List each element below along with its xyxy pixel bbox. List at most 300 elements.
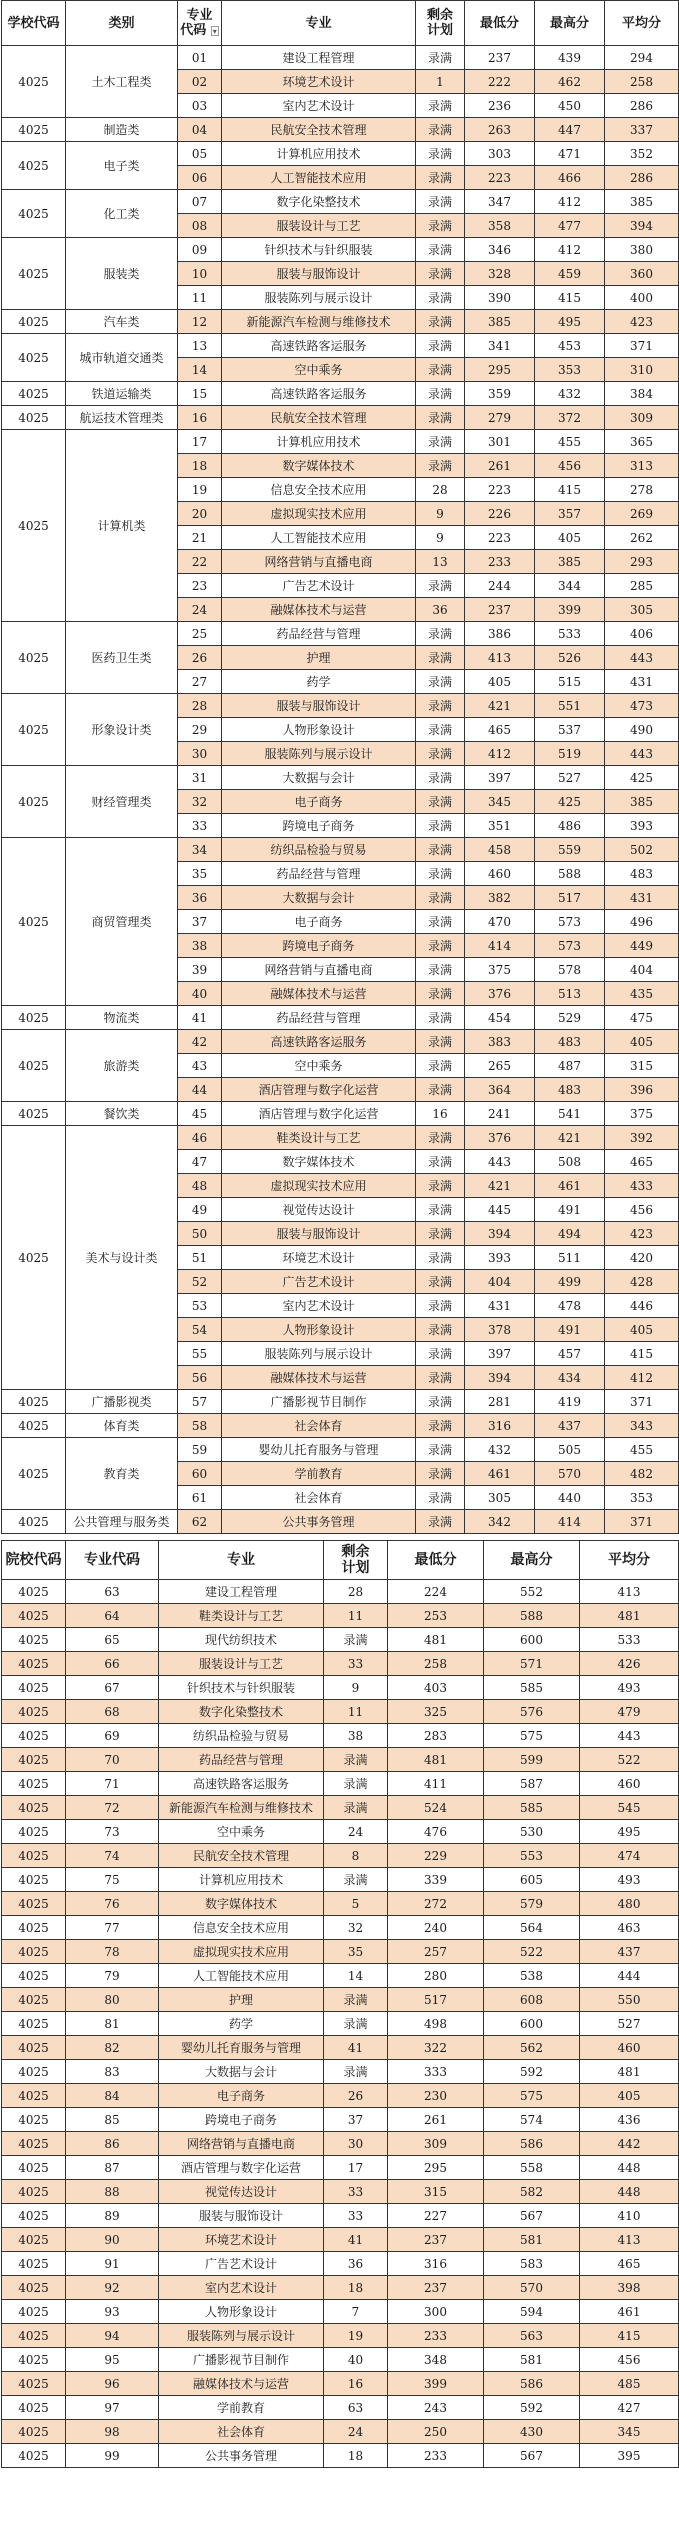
school-code-cell: 4025: [2, 2060, 66, 2084]
min-score-cell: 403: [388, 1676, 484, 1700]
max-score-cell: 573: [535, 934, 605, 958]
min-score-cell: 432: [465, 1438, 535, 1462]
major-name-cell: 药品经营与管理: [222, 622, 416, 646]
major-name-cell: 跨境电子商务: [222, 934, 416, 958]
max-score-cell: 586: [484, 2132, 580, 2156]
min-score-cell: 241: [465, 1102, 535, 1126]
major-code-cell: 93: [66, 2300, 159, 2324]
avg-score-cell: 485: [580, 2372, 679, 2396]
max-score-cell: 586: [484, 2372, 580, 2396]
min-score-cell: 351: [465, 814, 535, 838]
avg-score-cell: 522: [580, 1748, 679, 1772]
school-code-cell: 4025: [2, 1820, 66, 1844]
max-score-cell: 567: [484, 2444, 580, 2468]
category-cell: 广播影视类: [66, 1390, 178, 1414]
table-row: [2, 2276, 679, 2300]
school-code-cell: 4025: [2, 2444, 66, 2468]
avg-score-cell: 443: [580, 1724, 679, 1748]
min-score-cell: 283: [388, 1724, 484, 1748]
max-score-cell: 530: [484, 1820, 580, 1844]
remaining-plan-cell: 18: [324, 2444, 388, 2468]
major-name-cell: 虚拟现实技术应用: [222, 502, 416, 526]
avg-score-cell: 448: [580, 2156, 679, 2180]
major-name-cell: 建设工程管理: [222, 46, 416, 70]
major-code-cell: 19: [178, 478, 222, 502]
remaining-plan-cell: 录满: [416, 1342, 465, 1366]
remaining-plan-cell: 录满: [416, 982, 465, 1006]
max-score-cell: 517: [535, 886, 605, 910]
avg-score-cell: 502: [605, 838, 679, 862]
min-score-cell: 376: [465, 1126, 535, 1150]
major-name-cell: 环境艺术设计: [222, 70, 416, 94]
major-name-cell: 网络营销与直播电商: [222, 958, 416, 982]
admission-table-by-major: [1, 1540, 679, 2468]
school-code-cell: 4025: [2, 694, 66, 766]
avg-score-cell: 455: [605, 1438, 679, 1462]
avg-score-cell: 423: [605, 1222, 679, 1246]
header-major: 专业: [159, 1541, 324, 1580]
school-code-cell: 4025: [2, 1006, 66, 1030]
major-name-cell: 广告艺术设计: [222, 1270, 416, 1294]
table-row: [2, 2396, 679, 2420]
major-code-cell: 89: [66, 2204, 159, 2228]
avg-score-cell: 392: [605, 1126, 679, 1150]
avg-score-cell: 365: [605, 430, 679, 454]
table-row: [2, 1510, 679, 1534]
school-code-cell: 4025: [2, 118, 66, 142]
table-row: [2, 1438, 679, 1462]
category-cell: 公共管理与服务类: [66, 1510, 178, 1534]
school-code-cell: 4025: [2, 2036, 66, 2060]
max-score-cell: 478: [535, 1294, 605, 1318]
major-code-cell: 11: [178, 286, 222, 310]
table-row: [2, 2204, 679, 2228]
avg-score-cell: 474: [580, 1844, 679, 1868]
table-row: [2, 1126, 679, 1150]
max-score-cell: 605: [484, 1868, 580, 1892]
major-name-cell: 服装陈列与展示设计: [222, 286, 416, 310]
category-cell: 化工类: [66, 190, 178, 238]
remaining-plan-cell: 11: [324, 1700, 388, 1724]
min-score-cell: 498: [388, 2012, 484, 2036]
avg-score-cell: 415: [605, 1342, 679, 1366]
table-row: [2, 1724, 679, 1748]
min-score-cell: 233: [388, 2444, 484, 2468]
major-name-cell: 婴幼儿托育服务与管理: [222, 1438, 416, 1462]
table-row: [2, 1390, 679, 1414]
max-score-cell: 576: [484, 1700, 580, 1724]
max-score-cell: 483: [535, 1030, 605, 1054]
major-code-cell: 68: [66, 1700, 159, 1724]
min-score-cell: 295: [465, 358, 535, 382]
max-score-cell: 600: [484, 1628, 580, 1652]
remaining-plan-cell: 36: [416, 598, 465, 622]
table-row: [2, 2228, 679, 2252]
min-score-cell: 476: [388, 1820, 484, 1844]
remaining-plan-cell: 录满: [416, 1462, 465, 1486]
avg-score-cell: 286: [605, 166, 679, 190]
avg-score-cell: 433: [605, 1174, 679, 1198]
header-major-code-label: 专业 代码: [180, 8, 213, 38]
school-code-cell: 4025: [2, 622, 66, 694]
remaining-plan-cell: 录满: [416, 1366, 465, 1390]
avg-score-cell: 431: [605, 886, 679, 910]
min-score-cell: 224: [388, 1580, 484, 1604]
major-code-cell: 20: [178, 502, 222, 526]
major-code-cell: 90: [66, 2228, 159, 2252]
avg-score-cell: 475: [605, 1006, 679, 1030]
school-code-cell: 4025: [2, 2156, 66, 2180]
school-code-cell: 4025: [2, 1126, 66, 1390]
major-name-cell: 视觉传达设计: [159, 2180, 324, 2204]
min-score-cell: 382: [465, 886, 535, 910]
avg-score-cell: 481: [580, 2060, 679, 2084]
major-code-cell: 57: [178, 1390, 222, 1414]
major-name-cell: 婴幼儿托育服务与管理: [159, 2036, 324, 2060]
category-cell: 美术与设计类: [66, 1126, 178, 1390]
avg-score-cell: 456: [605, 1198, 679, 1222]
avg-score-cell: 262: [605, 526, 679, 550]
school-code-cell: 4025: [2, 190, 66, 238]
major-code-cell: 23: [178, 574, 222, 598]
min-score-cell: 301: [465, 430, 535, 454]
min-score-cell: 263: [465, 118, 535, 142]
remaining-plan-cell: 19: [324, 2324, 388, 2348]
avg-score-cell: 385: [605, 190, 679, 214]
max-score-cell: 581: [484, 2228, 580, 2252]
min-score-cell: 244: [465, 574, 535, 598]
school-code-cell: 4025: [2, 2324, 66, 2348]
major-code-cell: 38: [178, 934, 222, 958]
remaining-plan-cell: 录满: [416, 238, 465, 262]
min-score-cell: 394: [465, 1366, 535, 1390]
remaining-plan-cell: 14: [324, 1964, 388, 1988]
max-score-cell: 412: [535, 238, 605, 262]
remaining-plan-cell: 37: [324, 2108, 388, 2132]
header-major: 专业: [222, 1, 416, 46]
min-score-cell: 412: [465, 742, 535, 766]
major-code-cell: 86: [66, 2132, 159, 2156]
major-code-cell: 25: [178, 622, 222, 646]
remaining-plan-cell: 5: [324, 1892, 388, 1916]
remaining-plan-cell: 33: [324, 2180, 388, 2204]
school-code-cell: 4025: [2, 2204, 66, 2228]
major-code-cell: 18: [178, 454, 222, 478]
max-score-cell: 477: [535, 214, 605, 238]
max-score-cell: 541: [535, 1102, 605, 1126]
table-row: [2, 2156, 679, 2180]
min-score-cell: 397: [465, 766, 535, 790]
remaining-plan-cell: 11: [324, 1604, 388, 1628]
major-name-cell: 信息安全技术应用: [222, 478, 416, 502]
remaining-plan-cell: 录满: [416, 646, 465, 670]
major-name-cell: 服装与服饰设计: [159, 2204, 324, 2228]
min-score-cell: 280: [388, 1964, 484, 1988]
max-score-cell: 592: [484, 2060, 580, 2084]
major-name-cell: 服装陈列与展示设计: [222, 1342, 416, 1366]
table-row: [2, 2444, 679, 2468]
avg-score-cell: 405: [580, 2084, 679, 2108]
major-code-cell: 22: [178, 550, 222, 574]
major-code-cell: 59: [178, 1438, 222, 1462]
avg-score-cell: 395: [580, 2444, 679, 2468]
major-code-cell: 03: [178, 94, 222, 118]
remaining-plan-cell: 录满: [416, 766, 465, 790]
remaining-plan-cell: 17: [324, 2156, 388, 2180]
min-score-cell: 413: [465, 646, 535, 670]
table-row: [2, 2012, 679, 2036]
school-code-cell: 4025: [2, 2420, 66, 2444]
table-row: [2, 1102, 679, 1126]
major-code-cell: 49: [178, 1198, 222, 1222]
major-name-cell: 数字媒体技术: [159, 1892, 324, 1916]
major-code-cell: 98: [66, 2420, 159, 2444]
avg-score-cell: 443: [605, 742, 679, 766]
major-name-cell: 服装陈列与展示设计: [222, 742, 416, 766]
avg-score-cell: 371: [605, 1510, 679, 1534]
avg-score-cell: 423: [605, 310, 679, 334]
school-code-cell: 4025: [2, 1102, 66, 1126]
table1-header-row: [2, 1, 679, 46]
major-name-cell: 高速铁路客运服务: [222, 334, 416, 358]
table-row: [2, 238, 679, 262]
min-score-cell: 481: [388, 1748, 484, 1772]
remaining-plan-cell: 录满: [324, 1628, 388, 1652]
max-score-cell: 588: [484, 1604, 580, 1628]
major-code-cell: 99: [66, 2444, 159, 2468]
remaining-plan-cell: 录满: [416, 1318, 465, 1342]
remaining-plan-cell: 1: [416, 70, 465, 94]
avg-score-cell: 286: [605, 94, 679, 118]
avg-score-cell: 337: [605, 118, 679, 142]
avg-score-cell: 527: [580, 2012, 679, 2036]
remaining-plan-cell: 录满: [416, 118, 465, 142]
avg-score-cell: 345: [580, 2420, 679, 2444]
major-code-cell: 15: [178, 382, 222, 406]
major-name-cell: 融媒体技术与运营: [222, 598, 416, 622]
avg-score-cell: 533: [580, 1628, 679, 1652]
major-code-cell: 56: [178, 1366, 222, 1390]
min-score-cell: 236: [465, 94, 535, 118]
avg-score-cell: 483: [605, 862, 679, 886]
school-code-cell: 4025: [2, 382, 66, 406]
major-code-cell: 50: [178, 1222, 222, 1246]
school-code-cell: 4025: [2, 2276, 66, 2300]
remaining-plan-cell: 录满: [416, 1270, 465, 1294]
major-code-cell: 65: [66, 1628, 159, 1652]
min-score-cell: 281: [465, 1390, 535, 1414]
avg-score-cell: 481: [580, 1604, 679, 1628]
remaining-plan-cell: 录满: [416, 166, 465, 190]
major-code-cell: 94: [66, 2324, 159, 2348]
max-score-cell: 599: [484, 1748, 580, 1772]
category-cell: 城市轨道交通类: [66, 334, 178, 382]
major-code-cell: 52: [178, 1270, 222, 1294]
max-score-cell: 559: [535, 838, 605, 862]
major-name-cell: 融媒体技术与运营: [222, 1366, 416, 1390]
major-code-cell: 53: [178, 1294, 222, 1318]
remaining-plan-cell: 录满: [416, 1030, 465, 1054]
min-score-cell: 364: [465, 1078, 535, 1102]
avg-score-cell: 493: [580, 1868, 679, 1892]
table-row: [2, 2108, 679, 2132]
header-max-score: 最高分: [535, 1, 605, 46]
table-row: [2, 1676, 679, 1700]
table-row: [2, 766, 679, 790]
category-cell: 餐饮类: [66, 1102, 178, 1126]
major-code-cell: 47: [178, 1150, 222, 1174]
table-row: [2, 334, 679, 358]
avg-score-cell: 428: [605, 1270, 679, 1294]
major-name-cell: 高速铁路客运服务: [222, 1030, 416, 1054]
major-code-cell: 76: [66, 1892, 159, 1916]
max-score-cell: 538: [484, 1964, 580, 1988]
major-code-cell: 17: [178, 430, 222, 454]
avg-score-cell: 310: [605, 358, 679, 382]
remaining-plan-cell: 9: [416, 526, 465, 550]
min-score-cell: 348: [388, 2348, 484, 2372]
major-name-cell: 针织技术与针织服装: [222, 238, 416, 262]
school-code-cell: 4025: [2, 2396, 66, 2420]
major-code-cell: 31: [178, 766, 222, 790]
max-score-cell: 511: [535, 1246, 605, 1270]
major-code-cell: 35: [178, 862, 222, 886]
remaining-plan-cell: 录满: [324, 1988, 388, 2012]
category-cell: 服装类: [66, 238, 178, 310]
min-score-cell: 230: [388, 2084, 484, 2108]
min-score-cell: 272: [388, 1892, 484, 1916]
major-name-cell: 服装陈列与展示设计: [159, 2324, 324, 2348]
major-code-cell: 78: [66, 1940, 159, 1964]
max-score-cell: 491: [535, 1198, 605, 1222]
major-name-cell: 服装与服饰设计: [222, 262, 416, 286]
school-code-cell: 4025: [2, 1604, 66, 1628]
avg-score-cell: 343: [605, 1414, 679, 1438]
table-row: [2, 1006, 679, 1030]
major-code-cell: 26: [178, 646, 222, 670]
table-row: [2, 1964, 679, 1988]
max-score-cell: 519: [535, 742, 605, 766]
max-score-cell: 562: [484, 2036, 580, 2060]
table-row: [2, 1940, 679, 1964]
school-code-cell: 4025: [2, 838, 66, 1006]
max-score-cell: 573: [535, 910, 605, 934]
major-code-cell: 63: [66, 1580, 159, 1604]
avg-score-cell: 384: [605, 382, 679, 406]
category-cell: 商贸管理类: [66, 838, 178, 1006]
avg-score-cell: 550: [580, 1988, 679, 2012]
table-row: [2, 694, 679, 718]
admission-table-by-category: [1, 0, 679, 1534]
min-score-cell: 460: [465, 862, 535, 886]
avg-score-cell: 396: [605, 1078, 679, 1102]
min-score-cell: 359: [465, 382, 535, 406]
max-score-cell: 567: [484, 2204, 580, 2228]
remaining-plan-cell: 录满: [416, 1486, 465, 1510]
remaining-plan-cell: 录满: [416, 46, 465, 70]
major-name-cell: 虚拟现实技术应用: [159, 1940, 324, 1964]
major-name-cell: 新能源汽车检测与维修技术: [159, 1796, 324, 1820]
school-code-cell: 4025: [2, 1796, 66, 1820]
max-score-cell: 432: [535, 382, 605, 406]
remaining-plan-cell: 录满: [324, 2060, 388, 2084]
min-score-cell: 445: [465, 1198, 535, 1222]
min-score-cell: 322: [388, 2036, 484, 2060]
major-name-cell: 大数据与会计: [159, 2060, 324, 2084]
max-score-cell: 575: [484, 2084, 580, 2108]
max-score-cell: 466: [535, 166, 605, 190]
min-score-cell: 295: [388, 2156, 484, 2180]
major-code-cell: 05: [178, 142, 222, 166]
remaining-plan-cell: 录满: [416, 1294, 465, 1318]
table-row: [2, 1414, 679, 1438]
min-score-cell: 404: [465, 1270, 535, 1294]
min-score-cell: 376: [465, 982, 535, 1006]
table-row: [2, 1652, 679, 1676]
remaining-plan-cell: 录满: [324, 1868, 388, 1892]
table-row: [2, 1772, 679, 1796]
max-score-cell: 414: [535, 1510, 605, 1534]
table-row: [2, 2252, 679, 2276]
remaining-plan-cell: 30: [324, 2132, 388, 2156]
major-name-cell: 融媒体技术与运营: [159, 2372, 324, 2396]
min-score-cell: 339: [388, 1868, 484, 1892]
category-cell: 航运技术管理类: [66, 406, 178, 430]
max-score-cell: 385: [535, 550, 605, 574]
major-code-cell: 66: [66, 1652, 159, 1676]
table-row: [2, 382, 679, 406]
max-score-cell: 564: [484, 1916, 580, 1940]
max-score-cell: 582: [484, 2180, 580, 2204]
min-score-cell: 454: [465, 1006, 535, 1030]
major-code-cell: 69: [66, 1724, 159, 1748]
avg-score-cell: 437: [580, 1940, 679, 1964]
table-row: [2, 1030, 679, 1054]
avg-score-cell: 465: [580, 2252, 679, 2276]
header-major-code[interactable]: [178, 1, 222, 46]
table-row: [2, 2060, 679, 2084]
filter-dropdown-icon[interactable]: ▾: [212, 25, 217, 36]
min-score-cell: 414: [465, 934, 535, 958]
remaining-plan-cell: 录满: [416, 886, 465, 910]
school-code-cell: 4025: [2, 1628, 66, 1652]
remaining-plan-cell: 9: [416, 502, 465, 526]
major-name-cell: 服装设计与工艺: [159, 1652, 324, 1676]
major-name-cell: 数字化染整技术: [222, 190, 416, 214]
school-code-cell: 4025: [2, 2252, 66, 2276]
max-score-cell: 353: [535, 358, 605, 382]
min-score-cell: 385: [465, 310, 535, 334]
max-score-cell: 372: [535, 406, 605, 430]
major-name-cell: 大数据与会计: [222, 766, 416, 790]
max-score-cell: 415: [535, 286, 605, 310]
remaining-plan-cell: 36: [324, 2252, 388, 2276]
max-score-cell: 462: [535, 70, 605, 94]
avg-score-cell: 493: [580, 1676, 679, 1700]
remaining-plan-cell: 录满: [416, 694, 465, 718]
major-code-cell: 41: [178, 1006, 222, 1030]
major-name-cell: 民航安全技术管理: [159, 1844, 324, 1868]
major-name-cell: 计算机应用技术: [222, 142, 416, 166]
min-score-cell: 223: [465, 478, 535, 502]
min-score-cell: 328: [465, 262, 535, 286]
major-code-cell: 91: [66, 2252, 159, 2276]
max-score-cell: 571: [484, 1652, 580, 1676]
remaining-plan-cell: 录满: [416, 1174, 465, 1198]
table-row: [2, 1796, 679, 1820]
avg-score-cell: 305: [605, 598, 679, 622]
major-code-cell: 08: [178, 214, 222, 238]
